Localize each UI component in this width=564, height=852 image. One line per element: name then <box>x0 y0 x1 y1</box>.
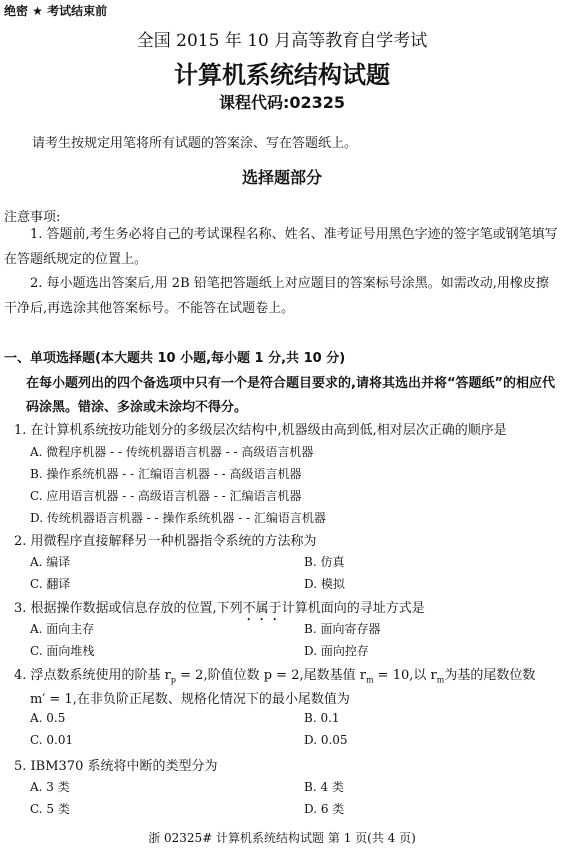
course-code: 课程代码:02325 <box>218 93 346 112</box>
general-instruction: 请考生按规定用笔将所有试题的答案涂、写在答题纸上。 <box>32 136 358 151</box>
question-stem: 5. IBM370 系统将中断的类型分为 <box>14 759 218 774</box>
part-instruction: 在每小题列出的四个备选项中只有一个是符合题目要求的,请将其选出并将“答题纸”的相应代码涂黑。错涂、多涂或未涂均不得分。 <box>26 376 556 415</box>
notes-title: 注意事项: <box>4 210 61 225</box>
option-a: A. 微程序机器 - - 传统机器语言机器 - - 高级语言机器 <box>30 445 314 459</box>
option-b: B. 4 类 <box>304 780 344 794</box>
option-a: A. 面向主存 <box>30 622 95 636</box>
option-a: A. 0.5 <box>30 711 66 725</box>
note-item: 2. 每小题选出答案后,用 2B 铅笔把答题纸上对应题目的答案标号涂黑。如需改动,用橡皮擦干净后,再选涂其他答案标号。不能答在试题卷上。 <box>4 276 549 316</box>
question-stem: 4. 浮点数系统使用的阶基 $r_p = 2$,阶值位数 p = 2,尾数基值 $r_m = 10$,以 $r_m$为基的尾数位数 <box>14 668 536 685</box>
option-b: B. 仿真 <box>304 555 345 569</box>
exam-title-line: 全国 2015 年 10 月高等教育自学考试 <box>136 31 428 51</box>
option-b: B. 面向寄存器 <box>304 622 381 636</box>
note-item: 1. 答题前,考生务必将自己的考试课程名称、姓名、准考证号用黑色字迹的签字笔或钢笔填写在答题纸规定的位置上。 <box>4 227 558 267</box>
option-c: C. 应用语言机器 - - 高级语言机器 - - 汇编语言机器 <box>30 489 302 503</box>
question-stem: 3. 根据操作数据或信息存放的位置,下列不属于计算机面向的寻址方式是 <box>14 601 425 616</box>
option-b: B. 0.1 <box>304 711 340 725</box>
question-stem-continued: m′ = 1,在非负阶正尾数、规格化情况下的最小尾数值为 <box>30 692 350 707</box>
option-c: C. 5 类 <box>30 802 70 816</box>
page-footer: 浙 02325# 计算机系统结构试题 第 1 页(共 4 页) <box>148 831 416 845</box>
question-stem: 1. 在计算机系统按功能划分的多级层次结构中,机器级由高到低,相对层次正确的顺序是 <box>14 423 507 438</box>
option-c: C. 面向堆栈 <box>30 644 95 658</box>
part-title: 一、单项选择题(本大题共 10 小题,每小题 1 分,共 10 分) <box>4 351 346 366</box>
option-a: A. 3 类 <box>30 780 70 794</box>
option-a: A. 编译 <box>30 555 71 569</box>
emphasized-not: 不属于 <box>242 601 282 616</box>
option-d: D. 6 类 <box>304 802 345 816</box>
option-d: D. 模拟 <box>304 577 345 591</box>
option-d: D. 面向控存 <box>304 644 369 658</box>
section-heading: 选择题部分 <box>241 168 322 187</box>
paper-title: 计算机系统结构试题 <box>174 61 390 89</box>
question-stem: 2. 用微程序直接解释另一种机器指令系统的方法称为 <box>14 534 317 549</box>
confidential-label: 绝密 ★ 考试结束前 <box>4 4 108 18</box>
option-b: B. 操作系统机器 - - 汇编语言机器 - - 高级语言机器 <box>30 467 302 481</box>
option-c: C. 0.01 <box>30 733 74 747</box>
option-c: C. 翻译 <box>30 577 71 591</box>
option-d: D. 0.05 <box>304 733 348 747</box>
option-d: D. 传统机器语言机器 - - 操作系统机器 - - 汇编语言机器 <box>30 511 326 525</box>
